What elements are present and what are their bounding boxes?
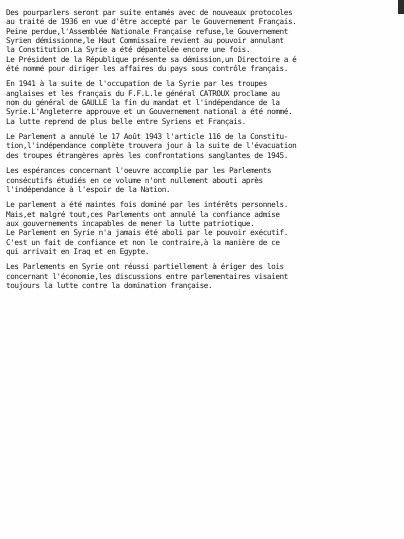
paragraph-hopes <box>6 166 398 194</box>
text-line: tion,l'indépendance complète trouvera jour à la suite de l'évacuation <box>6 141 297 151</box>
text-line: Peine perdue,l'Assemblée Nationale Française refuse,le Gouvernement <box>6 26 288 36</box>
text-line: consécutifs étudiés en ce volume n'ont nullement abouti après <box>6 175 263 185</box>
text-line: Syrien démissionne,le Haut Commissaire revient au pouvoir annulant <box>6 36 284 46</box>
document-body <box>6 8 398 296</box>
text-line: Le Président de la République présente sa démission,un Directoire a é <box>6 54 297 64</box>
paragraph-1941-occupation <box>6 79 398 126</box>
text-line: Des pourparlers seront par suite entamés avec de nouveaux protocoles <box>6 8 293 17</box>
text-line: Mais,et malgré tout,ces Parlements ont annulé la confiance admise <box>6 209 280 219</box>
text-line: l'indépendance à l'espoir de la Nation. <box>6 184 171 194</box>
text-line: anglaises et les français du F.F.L.le général CATROUX proclame au <box>6 88 280 98</box>
paragraph-1943-parliament <box>6 132 398 160</box>
text-line: la Constitution.La Syrie a été dépantelée encore une fois. <box>6 45 251 55</box>
text-line: des troupes étrangères après les confrontations sanglantes de 1945. <box>6 150 288 160</box>
text-line: Syrie.L'Angleterre approuve et un Gouvernement national a été nommé. <box>6 107 293 117</box>
text-line: nom du général de GAULLE la fin du mandat et l'indépendance de la <box>6 98 280 108</box>
text-line: concernant l'économie,les discussions entre parlementaires visaient <box>6 271 288 281</box>
page-edge-mark <box>398 0 404 14</box>
text-line: La lutte reprend de plus belle entre Syriens et Français. <box>6 116 246 126</box>
text-line: aux gouvernements incapables de mener la lutte patriotique. <box>6 218 255 228</box>
text-line: Le Parlement a annulé le 17 Août 1943 l'article 116 de la Constitu- <box>6 132 288 142</box>
text-line: C'est un fait de confiance et non le contraire,à la manière de ce <box>6 237 280 247</box>
paragraph-parliament-dominated <box>6 200 398 256</box>
text-line: Les espérances concernant l'oeuvre accomplie par les Parlements <box>6 166 272 176</box>
text-line: Les Parlements en Syrie ont réussi partiellement à ériger des lois <box>6 262 284 272</box>
text-line: qui arrivait en Iraq et en Egypte. <box>6 246 150 256</box>
text-line: au traité de 1936 en vue d'être accepté par le Gouvernement Français. <box>6 17 297 27</box>
paragraph-laws <box>6 262 398 290</box>
text-line: En 1941 à la suite de l'occupation de la Syrie par les troupes <box>6 79 267 89</box>
text-line: toujours la lutte contre la domination française. <box>6 280 213 290</box>
text-line: Le parlement a été maintes fois dominé par les intérêts personnels. <box>6 200 288 210</box>
text-line: Le Parlement en Syrie n'a jamais été aboli par le pouvoir exécutif. <box>6 228 288 238</box>
text-line: été nommé pour diriger les affaires du pays sous contrôle français. <box>6 64 288 74</box>
paragraph-protocols <box>6 8 398 73</box>
